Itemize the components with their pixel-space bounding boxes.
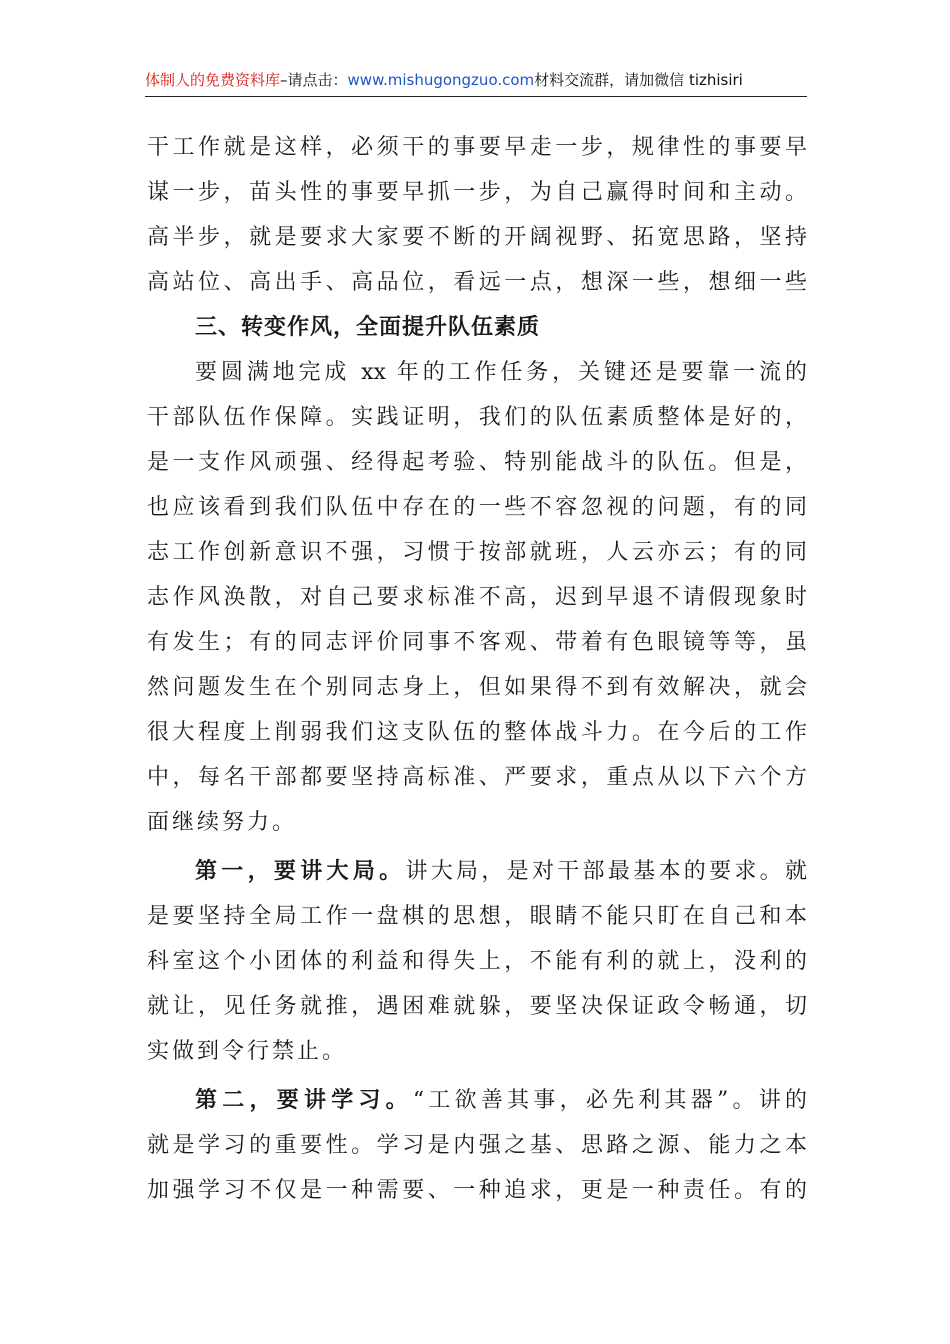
text-line	[147, 1078, 807, 1123]
document-body	[147, 125, 807, 1213]
text-line: 志工作创新意识不强，习惯于按部就班，人云亦云；有的同	[147, 540, 807, 565]
text-line: 是一支作风顽强、经得起考验、特别能战斗的队伍。但是，	[147, 450, 807, 475]
paragraph-text: “工欲善其事，必先利其器”。讲的	[412, 1088, 807, 1113]
text-line: 是要坚持全局工作一盘棋的思想，眼睛不能只盯在自己和本	[147, 904, 807, 929]
text-line: 谋一步，苗头性的事要早抓一步，为自己赢得时间和主动。	[147, 180, 807, 205]
paragraph-lead: 第一，要讲大局。	[195, 859, 406, 884]
text-line: 加强学习不仅是一种需要、一种追求，更是一种责任。有的	[147, 1178, 807, 1203]
header-website-link[interactable]: www.mishugongzuo.com	[347, 71, 535, 89]
paragraph-lead: 第二，要讲学习。	[195, 1088, 413, 1113]
page-header	[145, 66, 807, 97]
text-line: 科室这个小团体的利益和得失上，不能有利的就上，没利的	[147, 949, 807, 974]
text-line: 高站位、高出手、高品位，看远一点，想深一些，想细一些	[147, 270, 807, 295]
text-line: 有发生；有的同志评价同事不客观、带着有色眼镜等等，虽	[147, 630, 807, 655]
text-line: 就让，见任务就推，遇困难就躲，要坚决保证政令畅通，切	[147, 994, 807, 1019]
text-line: 中，每名干部都要坚持高标准、严要求，重点从以下六个方	[147, 765, 807, 790]
text-line: 然问题发生在个别同志身上，但如果得不到有效解决，就会	[147, 675, 807, 700]
text-line: 要圆满地完成 xx 年的工作任务，关键还是要靠一流的	[195, 360, 807, 385]
section-heading: 三、转变作风，全面提升队伍素质	[195, 315, 541, 340]
text-line	[147, 849, 807, 894]
header-prompt: –请点击：	[280, 71, 348, 89]
header-contact: 材料交流群，请加微信 tizhisiri	[534, 71, 743, 89]
text-line: 干部队伍作保障。实践证明，我们的队伍素质整体是好的，	[147, 405, 807, 430]
text-line: 志作风涣散，对自己要求标准不高，迟到早退不请假现象时	[147, 585, 807, 610]
paragraph-text: 讲大局，是对干部最基本的要求。就	[405, 859, 807, 884]
text-line: 就是学习的重要性。学习是内强之基、思路之源、能力之本	[147, 1133, 807, 1158]
text-line: 高半步，就是要求大家要不断的开阔视野、拓宽思路，坚持	[147, 225, 807, 250]
text-line: 也应该看到我们队伍中存在的一些不容忽视的问题，有的同	[147, 495, 807, 520]
text-line: 干工作就是这样，必须干的事要早走一步，规律性的事要早	[147, 135, 807, 160]
text-line: 很大程度上削弱我们这支队伍的整体战斗力。在今后的工作	[147, 720, 807, 745]
text-line: 面继续努力。	[147, 810, 298, 835]
text-line: 实做到令行禁止。	[147, 1039, 348, 1064]
header-brand: 体制人的免费资料库	[145, 71, 281, 89]
